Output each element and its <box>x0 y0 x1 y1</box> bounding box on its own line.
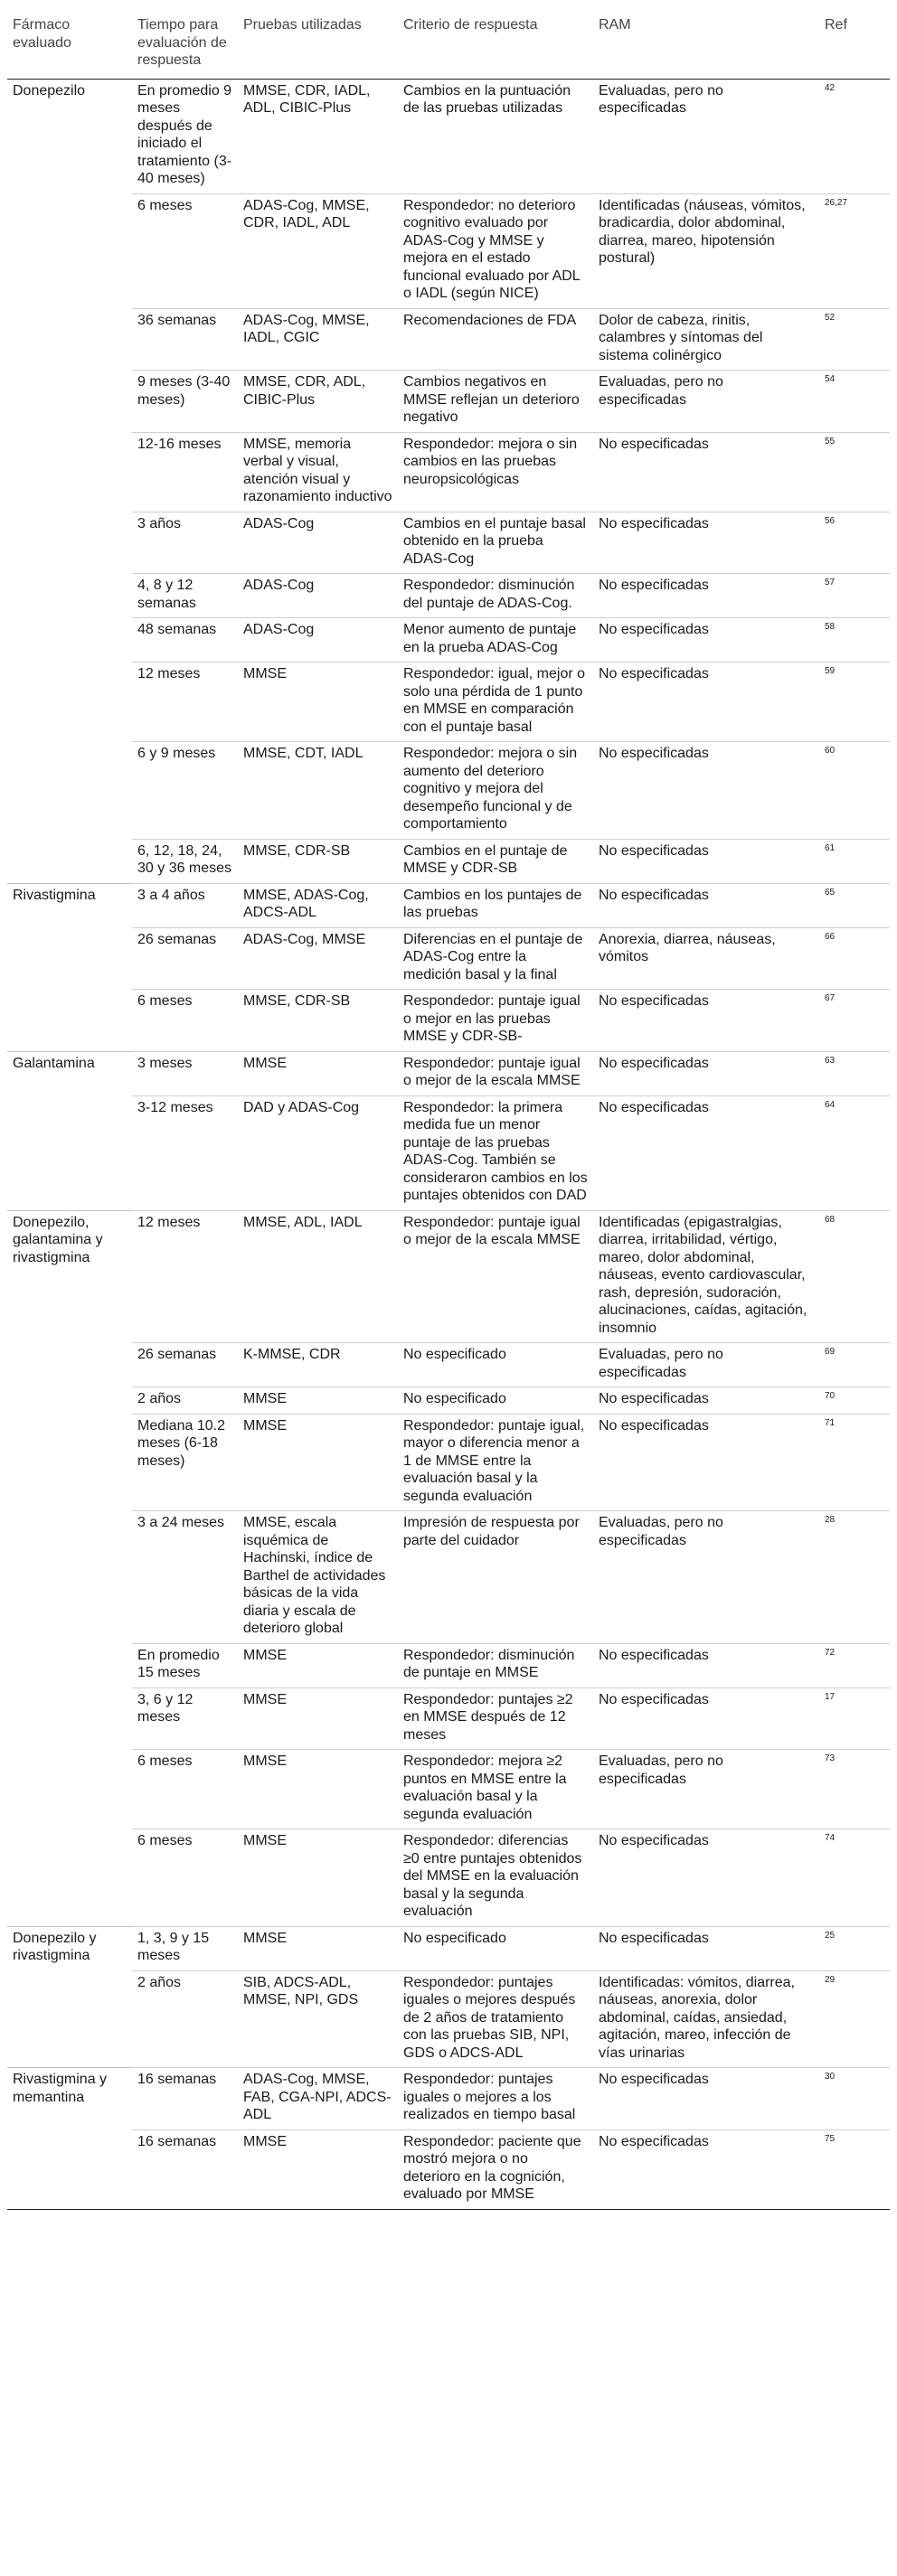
cell-ram: No especificadas <box>593 574 819 618</box>
table-row <box>7 1343 890 1387</box>
table-row <box>7 1414 890 1511</box>
table-body <box>7 79 890 2209</box>
cell-ref: 69 <box>819 1343 890 1387</box>
cell-time: 4, 8 y 12 semanas <box>132 574 238 618</box>
cell-ram: No especificadas <box>593 1414 819 1511</box>
cell-ram: Evaluadas, pero no especificadas <box>593 79 819 193</box>
cell-ref: 55 <box>819 432 890 512</box>
cell-tests: ADAS-Cog, MMSE, FAB, CGA-NPI, ADCS-ADL <box>238 2068 398 2130</box>
cell-time: 3-12 meses <box>132 1095 238 1210</box>
cell-ram: No especificadas <box>593 1387 819 1415</box>
cell-ram: No especificadas <box>593 990 819 1052</box>
cell-tests: MMSE <box>238 2129 398 2209</box>
cell-criterion: Respondedor: puntajes iguales o mejores después de 2 años de tratamiento con las pruebas SIB, NPI, GDS o ADCS-ADL <box>398 1970 593 2068</box>
cell-ram: No especificadas <box>593 742 819 840</box>
cell-ref: 59 <box>819 663 890 742</box>
cell-ram: No especificadas <box>593 1643 819 1688</box>
cell-criterion: Respondedor: mejora ≥2 puntos en MMSE entre la evaluación basal y la segunda evaluación <box>398 1750 593 1829</box>
cell-tests: MMSE, ADAS-Cog, ADCS-ADL <box>238 883 398 927</box>
cell-tests: ADAS-Cog, MMSE, CDR, IADL, ADL <box>238 193 398 308</box>
cell-time: 6 y 9 meses <box>132 742 238 840</box>
cell-ram: Identificadas (epigastralgias, diarrea, irritabilidad, vértigo, mareo, dolor abdominal, náuseas, evento cardiovascular, rash, depresión, sudoración, alucinaciones, caídas, agitación, insomnio <box>593 1210 819 1343</box>
cell-tests: MMSE <box>238 1750 398 1829</box>
cell-criterion: Respondedor: diferencias ≥0 entre puntajes obtenidos del MMSE en la evaluación basal y la segunda evaluación <box>398 1829 593 1927</box>
table-row <box>7 839 890 883</box>
cell-tests: MMSE <box>238 1688 398 1750</box>
table-footer-rule <box>7 2209 890 2212</box>
cell-drug: Galantamina <box>7 1051 132 1210</box>
table-row <box>7 1750 890 1829</box>
cell-ram: Identificadas: vómitos, diarrea, náuseas, anorexia, dolor abdominal, caídas, ansiedad, agitación, mareo, infección de vías urinarias <box>593 1970 819 2068</box>
cell-criterion: No especificado <box>398 1926 593 1970</box>
cell-ref: 63 <box>819 1051 890 1095</box>
cell-time: 3 a 24 meses <box>132 1511 238 1644</box>
cell-tests: ADAS-Cog <box>238 574 398 618</box>
table-row <box>7 308 890 371</box>
cell-tests: MMSE, CDR, ADL, CIBIC-Plus <box>238 371 398 433</box>
cell-criterion: Respondedor: puntaje igual, mayor o diferencia menor a 1 de MMSE entre la evaluación basal y la segunda evaluación <box>398 1414 593 1511</box>
header-time: Tiempo para evaluación de respuesta <box>132 5 238 79</box>
cell-ref: 30 <box>819 2068 890 2130</box>
cell-ram: Anorexia, diarrea, náuseas, vómitos <box>593 927 819 990</box>
cell-ram: No especificadas <box>593 1829 819 1927</box>
cell-ref: 64 <box>819 1095 890 1210</box>
table-row <box>7 990 890 1052</box>
cell-criterion: Respondedor: puntajes iguales o mejores a los realizados en tiempo basal <box>398 2068 593 2130</box>
cell-tests: MMSE <box>238 1387 398 1415</box>
table-row <box>7 663 890 742</box>
cell-criterion: Respondedor: paciente que mostró mejora o no deterioro en la cognición, evaluado por MMSE <box>398 2129 593 2209</box>
cell-ram: Evaluadas, pero no especificadas <box>593 1511 819 1644</box>
cell-ram: No especificadas <box>593 1051 819 1095</box>
cell-ref: 68 <box>819 1210 890 1343</box>
cell-ref: 71 <box>819 1414 890 1511</box>
cell-ref: 67 <box>819 990 890 1052</box>
cell-time: Mediana 10.2 meses (6-18 meses) <box>132 1414 238 1511</box>
cell-criterion: Respondedor: puntaje igual o mejor de la escala MMSE <box>398 1051 593 1095</box>
cell-ram: Evaluadas, pero no especificadas <box>593 1750 819 1829</box>
table-row <box>7 1829 890 1927</box>
cell-criterion: Respondedor: igual, mejor o solo una pérdida de 1 punto en MMSE en comparación con el puntaje basal <box>398 663 593 742</box>
table-row <box>7 2068 890 2130</box>
cell-time: 16 semanas <box>132 2068 238 2130</box>
cell-tests: MMSE <box>238 1643 398 1688</box>
cell-time: 26 semanas <box>132 1343 238 1387</box>
cell-ram: No especificadas <box>593 618 819 663</box>
cell-time: 16 semanas <box>132 2129 238 2209</box>
table-row <box>7 432 890 512</box>
cell-criterion: Impresión de respuesta por parte del cuidador <box>398 1511 593 1644</box>
cell-criterion: Recomendaciones de FDA <box>398 308 593 371</box>
table-row <box>7 1210 890 1343</box>
table-row <box>7 1095 890 1210</box>
cell-ref: 72 <box>819 1643 890 1688</box>
cell-time: 2 años <box>132 1387 238 1415</box>
header-criterion: Criterio de respuesta <box>398 5 593 79</box>
cell-time: 12 meses <box>132 1210 238 1343</box>
cell-criterion: Cambios en los puntajes de las pruebas <box>398 883 593 927</box>
cell-tests: MMSE <box>238 663 398 742</box>
table-row <box>7 512 890 574</box>
cell-ref: 17 <box>819 1688 890 1750</box>
header-ram: RAM <box>593 5 819 79</box>
cell-ram: No especificadas <box>593 663 819 742</box>
cell-time: En promedio 15 meses <box>132 1643 238 1688</box>
cell-ram: Evaluadas, pero no especificadas <box>593 371 819 433</box>
cell-ref: 29 <box>819 1970 890 2068</box>
cell-tests: MMSE <box>238 1414 398 1511</box>
cell-ref: 75 <box>819 2129 890 2209</box>
cell-drug: Rivastigmina <box>7 883 132 1051</box>
cell-ref: 73 <box>819 1750 890 1829</box>
cell-tests: K-MMSE, CDR <box>238 1343 398 1387</box>
cell-criterion: Respondedor: puntaje igual o mejor en las pruebas MMSE y CDR-SB- <box>398 990 593 1052</box>
cell-criterion: No especificado <box>398 1387 593 1415</box>
cell-time: 12 meses <box>132 663 238 742</box>
table-row <box>7 883 890 927</box>
cell-ram: No especificadas <box>593 839 819 883</box>
table-row <box>7 371 890 433</box>
cell-tests: MMSE, escala isquémica de Hachinski, índice de Barthel de actividades básicas de la vida diaria y escala de deterioro global <box>238 1511 398 1644</box>
cell-criterion: Respondedor: mejora o sin aumento del deterioro cognitivo y mejora del desempeño funcional y de comportamiento <box>398 742 593 840</box>
table-row <box>7 1051 890 1095</box>
cell-criterion: Menor aumento de puntaje en la prueba ADAS-Cog <box>398 618 593 663</box>
cell-ref: 70 <box>819 1387 890 1415</box>
cell-tests: DAD y ADAS-Cog <box>238 1095 398 1210</box>
cell-ref: 42 <box>819 79 890 193</box>
cell-ram: No especificadas <box>593 883 819 927</box>
cell-tests: MMSE, CDR-SB <box>238 839 398 883</box>
cell-ref: 66 <box>819 927 890 990</box>
cell-time: 6, 12, 18, 24, 30 y 36 meses <box>132 839 238 883</box>
cell-time: 6 meses <box>132 990 238 1052</box>
cell-ref: 58 <box>819 618 890 663</box>
table-row <box>7 1970 890 2068</box>
cell-ram: No especificadas <box>593 2068 819 2130</box>
cell-tests: MMSE, CDR, IADL, ADL, CIBIC-Plus <box>238 79 398 193</box>
header-ref: Ref <box>819 5 890 79</box>
cell-ram: Dolor de cabeza, rinitis, calambres y síntomas del sistema colinérgico <box>593 308 819 371</box>
cell-time: 48 semanas <box>132 618 238 663</box>
cell-ref: 60 <box>819 742 890 840</box>
header-drug: Fármaco evaluado <box>7 5 132 79</box>
cell-time: 12-16 meses <box>132 432 238 512</box>
cell-criterion: Respondedor: la primera medida fue un menor puntaje de las pruebas ADAS-Cog. También se consideraron cambios en los puntajes obtenidos con DAD <box>398 1095 593 1210</box>
cell-ram: No especificadas <box>593 1095 819 1210</box>
cell-tests: MMSE, memoria verbal y visual, atención visual y razonamiento inductivo <box>238 432 398 512</box>
table-row <box>7 742 890 840</box>
cell-criterion: Cambios negativos en MMSE reflejan un deterioro negativo <box>398 371 593 433</box>
cell-drug: Rivastigmina y memantina <box>7 2068 132 2210</box>
header-tests: Pruebas utilizadas <box>238 5 398 79</box>
cell-time: 6 meses <box>132 193 238 308</box>
cell-time: 3 a 4 años <box>132 883 238 927</box>
table-row <box>7 1643 890 1688</box>
cell-tests: ADAS-Cog, MMSE, IADL, CGIC <box>238 308 398 371</box>
cell-ram: No especificadas <box>593 1926 819 1970</box>
cell-criterion: Diferencias en el puntaje de ADAS-Cog entre la medición basal y la final <box>398 927 593 990</box>
cell-tests: ADAS-Cog, MMSE <box>238 927 398 990</box>
cell-time: 9 meses (3-40 meses) <box>132 371 238 433</box>
cell-ref: 57 <box>819 574 890 618</box>
cell-drug: Donepezilo, galantamina y rivastigmina <box>7 1210 132 1926</box>
cell-time: 36 semanas <box>132 308 238 371</box>
cell-time: 3, 6 y 12 meses <box>132 1688 238 1750</box>
cell-criterion: No especificado <box>398 1343 593 1387</box>
cell-ram: No especificadas <box>593 432 819 512</box>
cell-criterion: Respondedor: no deterioro cognitivo evaluado por ADAS-Cog y MMSE y mejora en el estado funcional evaluado por ADL o IADL (según NICE) <box>398 193 593 308</box>
cell-ref: 28 <box>819 1511 890 1644</box>
cell-tests: MMSE, CDT, IADL <box>238 742 398 840</box>
table-row <box>7 618 890 663</box>
cell-tests: MMSE, ADL, IADL <box>238 1210 398 1343</box>
cell-criterion: Respondedor: disminución del puntaje de ADAS-Cog. <box>398 574 593 618</box>
cell-tests: SIB, ADCS-ADL, MMSE, NPI, GDS <box>238 1970 398 2068</box>
table-row <box>7 1926 890 1970</box>
cell-time: 2 años <box>132 1970 238 2068</box>
cell-ref: 52 <box>819 308 890 371</box>
cell-ref: 65 <box>819 883 890 927</box>
cell-criterion: Respondedor: disminución de puntaje en MMSE <box>398 1643 593 1688</box>
cell-time: 1, 3, 9 y 15 meses <box>132 1926 238 1970</box>
cell-ref: 61 <box>819 839 890 883</box>
table-row <box>7 1688 890 1750</box>
cell-time: En promedio 9 meses después de iniciado el tratamiento (3-40 meses) <box>132 79 238 193</box>
cell-tests: ADAS-Cog <box>238 618 398 663</box>
cell-drug: Donepezilo y rivastigmina <box>7 1926 132 2068</box>
cell-tests: MMSE <box>238 1829 398 1927</box>
cell-ref: 54 <box>819 371 890 433</box>
cell-ram: No especificadas <box>593 512 819 574</box>
table-row <box>7 1387 890 1415</box>
cell-time: 3 años <box>132 512 238 574</box>
cell-criterion: Cambios en el puntaje de MMSE y CDR-SB <box>398 839 593 883</box>
cell-time: 26 semanas <box>132 927 238 990</box>
table-row <box>7 927 890 990</box>
cell-ref: 74 <box>819 1829 890 1927</box>
table-row <box>7 79 890 193</box>
table-row <box>7 193 890 308</box>
cell-criterion: Cambios en la puntuación de las pruebas utilizadas <box>398 79 593 193</box>
cell-tests: MMSE, CDR-SB <box>238 990 398 1052</box>
cell-ram: Identificadas (náuseas, vómitos, bradicardia, dolor abdominal, diarrea, mareo, hipotensión postural) <box>593 193 819 308</box>
table-row <box>7 2129 890 2209</box>
cell-tests: ADAS-Cog <box>238 512 398 574</box>
cell-tests: MMSE <box>238 1051 398 1095</box>
cell-ram: No especificadas <box>593 1688 819 1750</box>
cell-time: 3 meses <box>132 1051 238 1095</box>
header-row <box>7 5 890 79</box>
response-criteria-table <box>7 5 890 2212</box>
cell-drug: Donepezilo <box>7 79 132 883</box>
cell-ram: No especificadas <box>593 2129 819 2209</box>
cell-criterion: Cambios en el puntaje basal obtenido en la prueba ADAS-Cog <box>398 512 593 574</box>
cell-ref: 25 <box>819 1926 890 1970</box>
table-row <box>7 1511 890 1644</box>
cell-ram: Evaluadas, pero no especificadas <box>593 1343 819 1387</box>
cell-tests: MMSE <box>238 1926 398 1970</box>
cell-time: 6 meses <box>132 1750 238 1829</box>
cell-criterion: Respondedor: puntajes ≥2 en MMSE después de 12 meses <box>398 1688 593 1750</box>
table-row <box>7 574 890 618</box>
cell-ref: 56 <box>819 512 890 574</box>
cell-time: 6 meses <box>132 1829 238 1927</box>
cell-criterion: Respondedor: mejora o sin cambios en las pruebas neuropsicológicas <box>398 432 593 512</box>
cell-ref: 26,27 <box>819 193 890 308</box>
cell-criterion: Respondedor: puntaje igual o mejor de la escala MMSE <box>398 1210 593 1343</box>
